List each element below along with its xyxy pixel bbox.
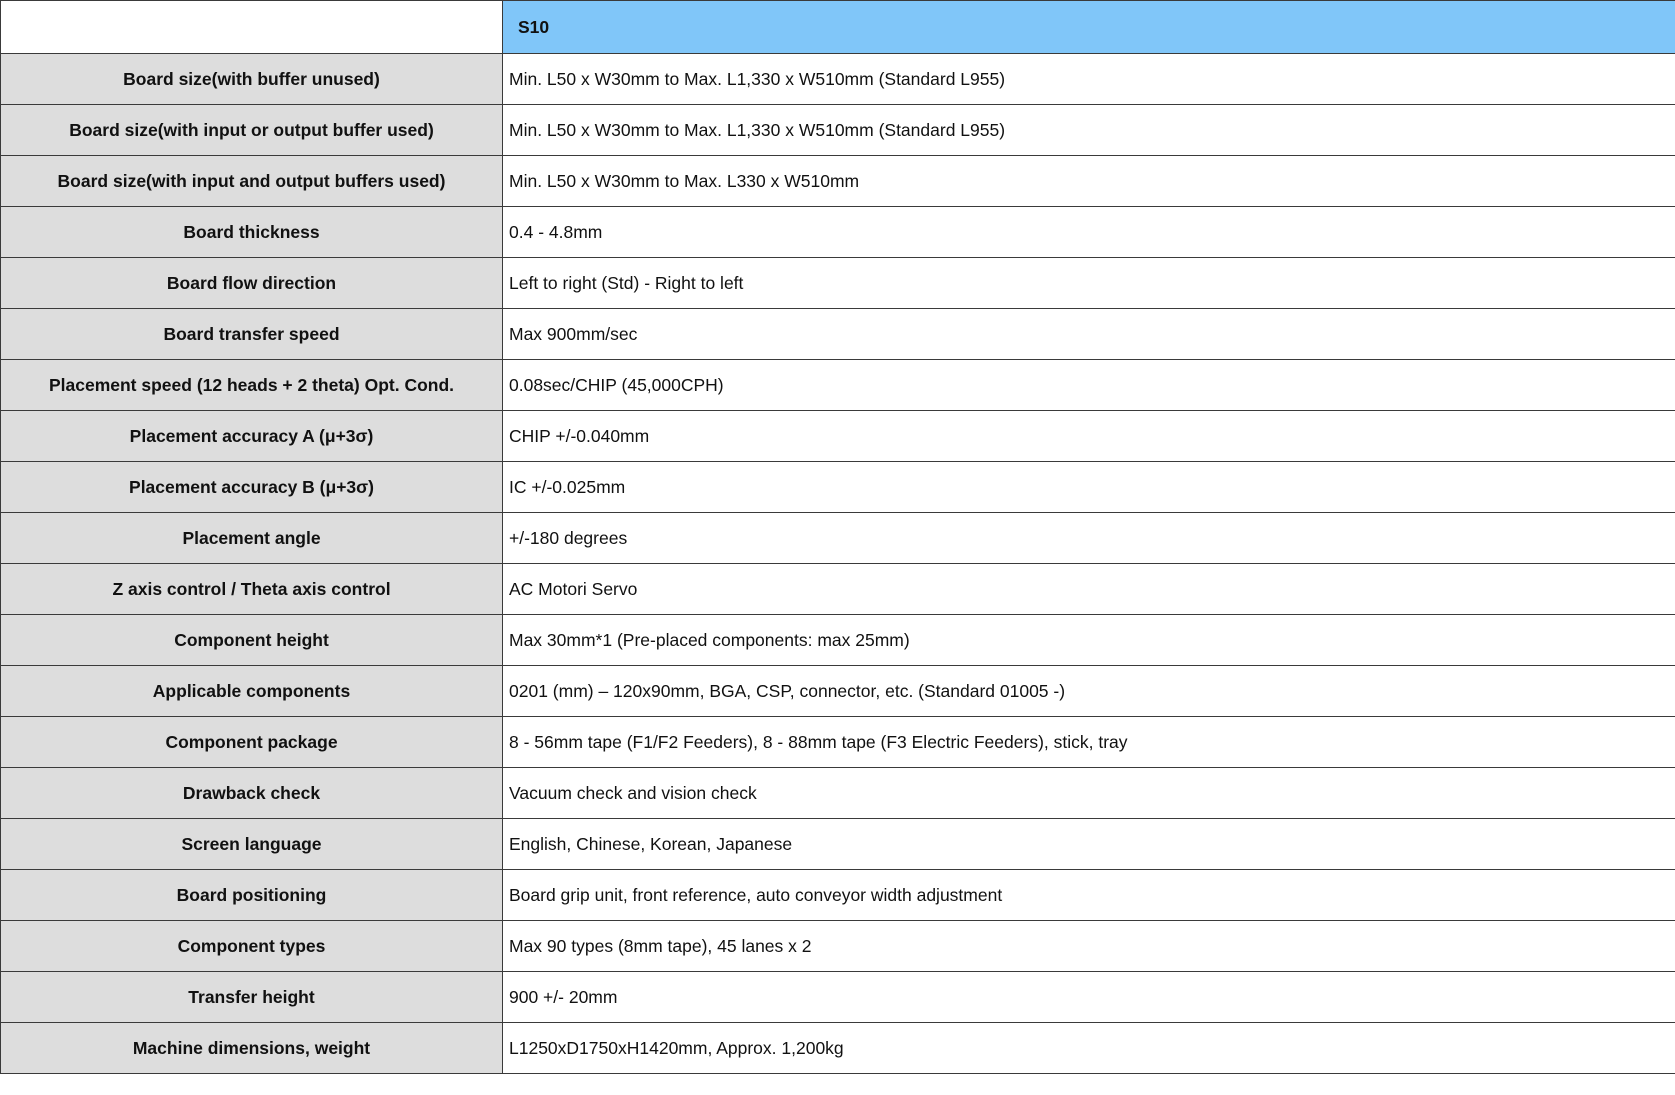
spec-value: 8 - 56mm tape (F1/F2 Feeders), 8 - 88mm tape (F3 Electric Feeders), stick, tray — [503, 717, 1675, 768]
spec-label: Placement accuracy A (μ+3σ) — [1, 411, 503, 462]
table-row — [1, 360, 1675, 411]
table-row — [1, 258, 1675, 309]
spec-value: 0201 (mm) – 120x90mm, BGA, CSP, connector, etc. (Standard 01005 -) — [503, 666, 1675, 717]
spec-value: +/-180 degrees — [503, 513, 1675, 564]
table-row — [1, 615, 1675, 666]
spec-value: English, Chinese, Korean, Japanese — [503, 819, 1675, 870]
table-row — [1, 972, 1675, 1023]
spec-value: 0.4 - 4.8mm — [503, 207, 1675, 258]
spec-label: Screen language — [1, 819, 503, 870]
model-header: S10 — [503, 1, 1675, 54]
table-row — [1, 156, 1675, 207]
spec-label: Component types — [1, 921, 503, 972]
spec-value: Max 90 types (8mm tape), 45 lanes x 2 — [503, 921, 1675, 972]
spec-value: AC Motori Servo — [503, 564, 1675, 615]
spec-label: Component height — [1, 615, 503, 666]
spec-label: Component package — [1, 717, 503, 768]
table-row — [1, 513, 1675, 564]
spec-value: Board grip unit, front reference, auto conveyor width adjustment — [503, 870, 1675, 921]
spec-label: Applicable components — [1, 666, 503, 717]
spec-table-body — [1, 1, 1675, 1074]
spec-value: Left to right (Std) - Right to left — [503, 258, 1675, 309]
spec-label: Machine dimensions, weight — [1, 1023, 503, 1074]
spec-label: Board size(with input or output buffer used) — [1, 105, 503, 156]
spec-label: Board size(with input and output buffers used) — [1, 156, 503, 207]
spec-label: Z axis control / Theta axis control — [1, 564, 503, 615]
spec-label: Placement accuracy B (μ+3σ) — [1, 462, 503, 513]
spec-value: Min. L50 x W30mm to Max. L1,330 x W510mm (Standard L955) — [503, 105, 1675, 156]
spec-label: Placement angle — [1, 513, 503, 564]
table-row — [1, 1023, 1675, 1074]
spec-value: L1250xD1750xH1420mm, Approx. 1,200kg — [503, 1023, 1675, 1074]
spec-value: 0.08sec/CHIP (45,000CPH) — [503, 360, 1675, 411]
table-row — [1, 666, 1675, 717]
spec-value: Max 900mm/sec — [503, 309, 1675, 360]
spec-value: Max 30mm*1 (Pre-placed components: max 25mm) — [503, 615, 1675, 666]
spec-value: Vacuum check and vision check — [503, 768, 1675, 819]
table-row — [1, 921, 1675, 972]
spec-label: Board size(with buffer unused) — [1, 54, 503, 105]
table-row — [1, 717, 1675, 768]
spec-value: Min. L50 x W30mm to Max. L1,330 x W510mm (Standard L955) — [503, 54, 1675, 105]
table-row — [1, 105, 1675, 156]
spec-label: Board positioning — [1, 870, 503, 921]
spec-label: Drawback check — [1, 768, 503, 819]
header-blank-cell — [1, 1, 503, 54]
table-row — [1, 462, 1675, 513]
spec-label: Board thickness — [1, 207, 503, 258]
table-row — [1, 54, 1675, 105]
spec-label: Board transfer speed — [1, 309, 503, 360]
spec-label: Board flow direction — [1, 258, 503, 309]
header-row — [1, 1, 1675, 54]
spec-label: Transfer height — [1, 972, 503, 1023]
table-row — [1, 309, 1675, 360]
spec-value: CHIP +/-0.040mm — [503, 411, 1675, 462]
spec-value: 900 +/- 20mm — [503, 972, 1675, 1023]
table-row — [1, 819, 1675, 870]
table-row — [1, 564, 1675, 615]
spec-value: IC +/-0.025mm — [503, 462, 1675, 513]
spec-label: Placement speed (12 heads + 2 theta) Opt. Cond. — [1, 360, 503, 411]
spec-value: Min. L50 x W30mm to Max. L330 x W510mm — [503, 156, 1675, 207]
table-row — [1, 207, 1675, 258]
table-row — [1, 768, 1675, 819]
table-row — [1, 870, 1675, 921]
table-row — [1, 411, 1675, 462]
